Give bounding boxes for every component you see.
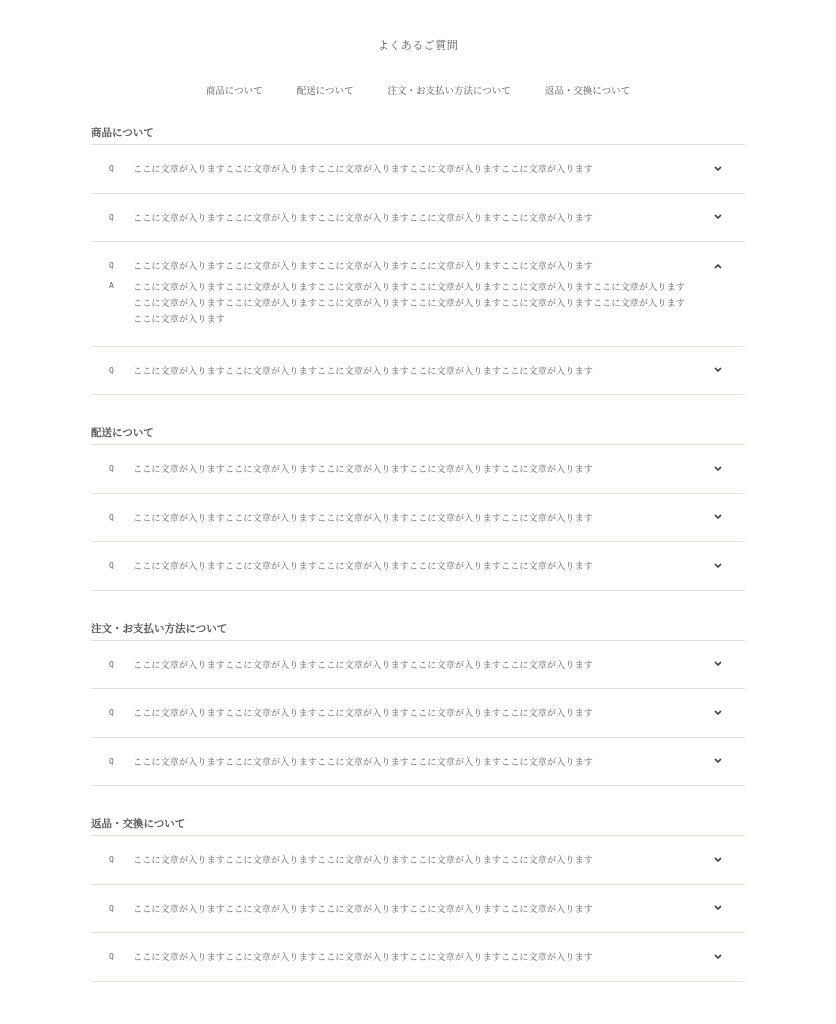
question-marker: Q [109,952,114,962]
answer-marker: A [109,280,114,290]
question-text: ここに文章が入りますここに文章が入りますここに文章が入りますここに文章が入りますここに文章が入ります [133,660,594,671]
chevron-down-icon [713,365,723,375]
chevron-down-icon [713,659,723,669]
question-marker: Q [109,756,114,766]
faq-item [91,689,745,738]
chevron-up-icon [713,261,723,271]
question-marker: Q [109,512,114,522]
tab-products[interactable]: 商品について [205,86,263,97]
chevron-down-icon [713,212,723,222]
question-marker: Q [109,903,114,913]
faq-item [91,194,745,243]
question-text: ここに文章が入りますここに文章が入りますここに文章が入りますここに文章が入りますここに文章が入ります [133,213,594,224]
question-text: ここに文章が入りますここに文章が入りますここに文章が入りますここに文章が入りますここに文章が入ります [133,757,594,768]
question-text: ここに文章が入りますここに文章が入りますここに文章が入りますここに文章が入りますここに文章が入ります [133,262,594,273]
question-marker: Q [109,365,114,375]
faq-item [91,347,745,396]
faq-question-toggle[interactable] [91,242,745,290]
question-marker: Q [109,855,114,865]
question-text: ここに文章が入りますここに文章が入りますここに文章が入りますここに文章が入りますここに文章が入ります [133,165,594,176]
faq-question-toggle[interactable] [91,194,745,242]
faq-question-toggle[interactable] [91,885,745,933]
faq-section-order-payment [91,622,745,787]
faq-question-toggle[interactable] [91,836,745,884]
chevron-down-icon [713,512,723,522]
faq-question-toggle[interactable] [91,494,745,542]
faq-item [91,242,745,347]
faq-question-toggle[interactable] [91,689,745,737]
page-title: よくあるご質問 [377,39,459,52]
faq-section-returns [91,817,745,982]
question-text: ここに文章が入りますここに文章が入りますここに文章が入りますここに文章が入りますここに文章が入ります [133,953,594,964]
question-text: ここに文章が入りますここに文章が入りますここに文章が入りますここに文章が入りますここに文章が入ります [133,856,594,867]
faq-question-toggle[interactable] [91,933,745,981]
faq-question-toggle[interactable] [91,738,745,786]
chevron-down-icon [713,756,723,766]
faq-item [91,145,745,194]
chevron-down-icon [713,561,723,571]
faq-item [91,542,745,591]
chevron-down-icon [713,164,723,174]
faq-item [91,445,745,494]
faq-item [91,885,745,934]
faq-main [91,126,745,1013]
question-text: ここに文章が入りますここに文章が入りますここに文章が入りますここに文章が入りますここに文章が入ります [133,465,594,476]
faq-question-toggle[interactable] [91,542,745,590]
question-marker: Q [109,212,114,222]
question-marker: Q [109,261,114,271]
section-title: 配送について [91,426,745,445]
faq-question-toggle[interactable] [91,445,745,493]
question-text: ここに文章が入りますここに文章が入りますここに文章が入りますここに文章が入りますここに文章が入ります [133,366,594,377]
faq-item [91,641,745,690]
chevron-down-icon [713,464,723,474]
chevron-down-icon [713,855,723,865]
faq-item [91,933,745,982]
question-marker: Q [109,659,114,669]
question-marker: Q [109,708,114,718]
tab-order-payment[interactable]: 注文・お支払い方法について [387,86,511,97]
category-tabs [0,83,836,97]
tab-returns[interactable]: 返品・交換について [544,86,631,97]
question-marker: Q [109,464,114,474]
question-text: ここに文章が入りますここに文章が入りますここに文章が入りますここに文章が入りますここに文章が入ります [133,709,594,720]
question-text: ここに文章が入りますここに文章が入りますここに文章が入りますここに文章が入りますここに文章が入ります [133,513,594,524]
question-text: ここに文章が入りますここに文章が入りますここに文章が入りますここに文章が入りますここに文章が入ります [133,562,594,573]
faq-section-shipping [91,426,745,591]
faq-item [91,738,745,787]
faq-question-toggle[interactable] [91,347,745,395]
faq-item [91,494,745,543]
faq-question-toggle[interactable] [91,641,745,689]
question-marker: Q [109,164,114,174]
section-title: 返品・交換について [91,817,745,836]
faq-section-products [91,126,745,395]
section-title: 注文・お支払い方法について [91,622,745,641]
chevron-down-icon [713,708,723,718]
section-title: 商品について [91,126,745,145]
faq-question-toggle[interactable] [91,145,745,193]
chevron-down-icon [713,952,723,962]
tab-shipping[interactable]: 配送について [296,86,354,97]
chevron-down-icon [713,903,723,913]
answer-text: ここに文章が入りますここに文章が入りますここに文章が入りますここに文章が入りますここに文章が入りますここに文章が入りますここに文章が入りますここに文章が入りますここに文章が入りますここに文章が入りますここに文章が入りますここに文章が入りますここに文章が入ります [133,282,686,325]
faq-item [91,836,745,885]
question-text: ここに文章が入りますここに文章が入りますここに文章が入りますここに文章が入りますここに文章が入ります [133,904,594,915]
question-marker: Q [109,561,114,571]
